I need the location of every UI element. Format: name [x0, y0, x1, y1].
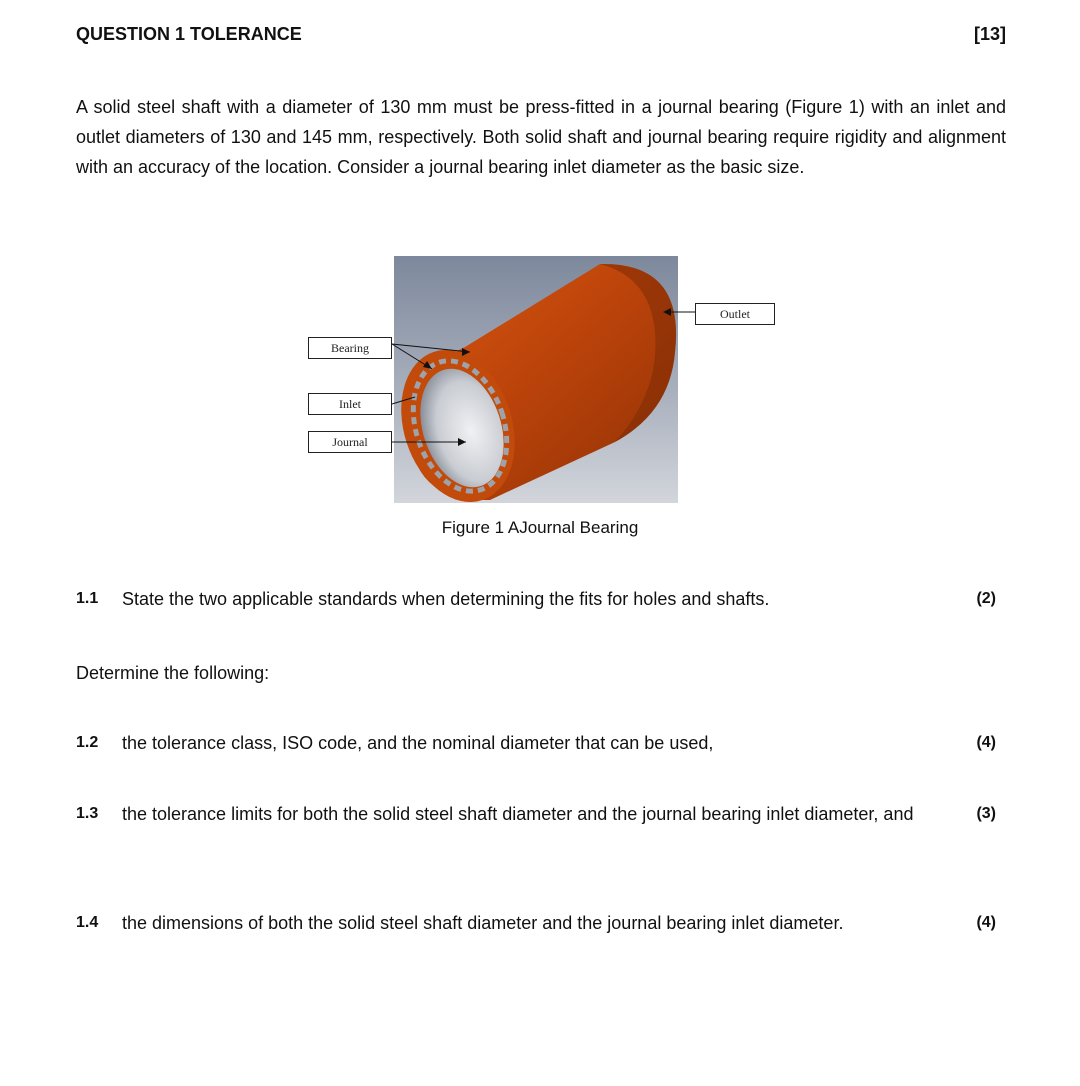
- question-text: State the two applicable standards when determining the fits for holes and shafts.: [122, 589, 770, 609]
- question-title: QUESTION 1 TOLERANCE: [76, 24, 302, 44]
- question-1-3: [76, 799, 1006, 829]
- bearing-illustration: [290, 252, 790, 512]
- question-marks: (3): [976, 805, 996, 822]
- question-1-4: [76, 908, 1006, 938]
- question-marks: (4): [976, 914, 996, 931]
- determine-instruction: Determine the following:: [76, 663, 270, 683]
- intro-paragraph: A solid steel shaft with a diameter of 130 mm must be press-fitted in a journal bearing (Figure 1) with an inlet and outlet diameters of 130 and 145 mm, respectively. Both solid shaft and journal bearing require rigidity and alignment with an accuracy of the location. Consider a journal bearing inlet diameter as the basic size.: [76, 97, 1006, 177]
- question-header: [76, 24, 1006, 45]
- label-journal: Journal: [308, 431, 392, 453]
- question-number: 1.1: [76, 590, 99, 607]
- question-number: 1.4: [76, 914, 99, 931]
- question-text: the tolerance limits for both the solid steel shaft diameter and the journal bearing inlet diameter, and: [122, 804, 914, 824]
- question-marks: (2): [976, 590, 996, 607]
- question-1-1: [76, 584, 1006, 614]
- question-text: the dimensions of both the solid steel shaft diameter and the journal bearing inlet diameter.: [122, 913, 844, 933]
- question-number: 1.2: [76, 734, 99, 751]
- question-total-marks: [13]: [973, 24, 1006, 44]
- figure-journal-bearing: [290, 252, 790, 512]
- label-outlet: Outlet: [695, 303, 775, 325]
- question-number: 1.3: [76, 805, 99, 822]
- question-text: the tolerance class, ISO code, and the nominal diameter that can be used,: [122, 733, 714, 753]
- label-inlet: Inlet: [308, 393, 392, 415]
- label-bearing: Bearing: [308, 337, 392, 359]
- question-1-2: [76, 728, 1006, 758]
- question-marks: (4): [976, 734, 996, 751]
- figure-caption: Figure 1 AJournal Bearing: [441, 518, 639, 537]
